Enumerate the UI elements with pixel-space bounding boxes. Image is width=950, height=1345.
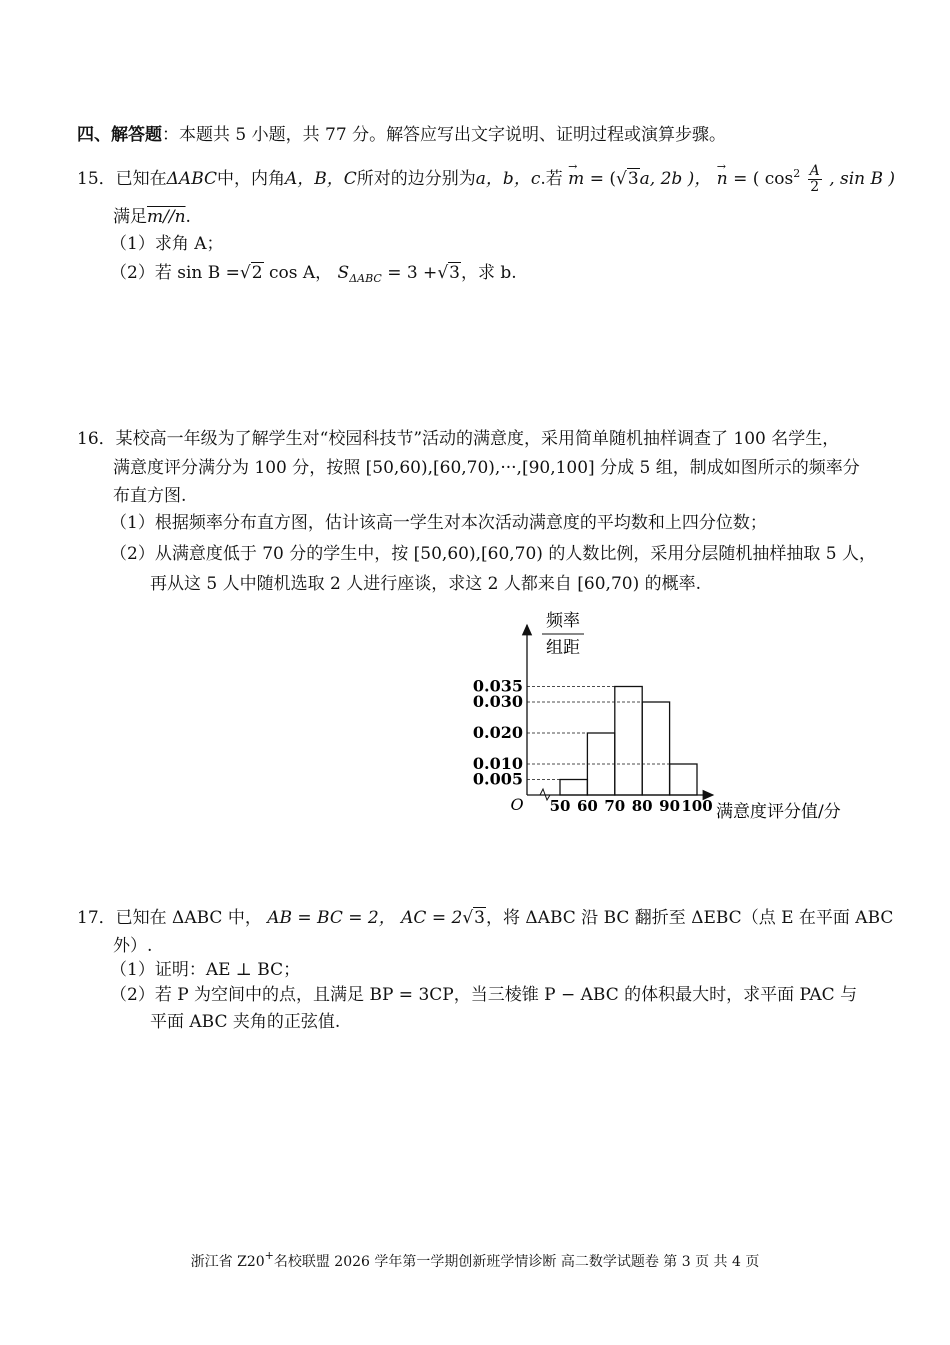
q15-text: （2）若 sin B = — [110, 263, 240, 283]
q15-line-1: 15．已知在ΔABC中，内角A，B，C所对的边分别为a，b，c.若 → m = (√3a, 2b )， → n = ( $\cos^2$ $\frac{A}{2}$ , sin B ) — [77, 163, 895, 195]
q15-number: 15． — [77, 169, 116, 189]
vector-n: → n — [717, 168, 728, 190]
x-tick-label: 60 — [576, 797, 598, 815]
q17-line-2: 外）. — [113, 936, 153, 956]
section-title: 四、解答题 — [77, 125, 162, 145]
histogram-bar — [560, 780, 587, 796]
footer-text: 浙江省 Z20 — [190, 1254, 265, 1270]
frequency-histogram — [470, 605, 890, 835]
vector-m-value: = ( — [589, 169, 616, 189]
q17-equation: AB = BC = 2， — [267, 908, 396, 928]
q17-equation: AC = 2 — [401, 908, 463, 928]
q16-line-3: 布直方图. — [113, 486, 187, 506]
footer-superscript: + — [264, 1249, 274, 1262]
area-subscript: ΔABC — [349, 272, 382, 285]
sqrt-3: 3 — [449, 263, 460, 283]
q15-text: 所对的边分别为 — [356, 169, 476, 189]
area-symbol: S — [337, 263, 350, 283]
page-footer — [0, 1249, 950, 1271]
fraction-a-over-2 — [808, 164, 822, 195]
q15-line-2 — [113, 206, 191, 228]
histogram-bar — [670, 764, 697, 795]
q15-text: cos A， — [268, 263, 333, 283]
q15-text: 已知在 — [115, 169, 167, 189]
q15-text: 中，内角 — [217, 169, 286, 189]
q17-part-2-cont: 平面 ABC 夹角的正弦值. — [150, 1012, 341, 1032]
q16-part-2: （2）从满意度低于 70 分的学生中，按 [50,60),[60,70) 的人数比例，采用分层随机抽样抽取 5 人， — [110, 544, 876, 564]
q17-line-1: 17．已知在 ΔABC 中， AB = BC = 2， AC = 2√3，将 ΔABC 沿 BC 翻折至 ΔEBC（点 E 在平面 ABC — [77, 908, 894, 928]
y-tick-label: 0.005 — [472, 769, 523, 789]
q15-part-1: （1）求角 A； — [110, 234, 224, 254]
superscript: 2 — [793, 167, 801, 180]
y-label-denominator: 组距 — [546, 638, 580, 658]
q16-line-2: 满意度评分满分为 100 分，按照 [50,60),[60,70),···,[90,100] 分成 5 组，制成如图所示的频率分 — [113, 458, 860, 478]
q15-angles: A，B，C — [285, 169, 357, 189]
vector-m-value: a, 2b )， — [639, 169, 712, 189]
histogram-bar — [615, 687, 642, 796]
q16-part-2-cont: 再从这 5 人中随机选取 2 人进行座谈，求这 2 人都来自 [60,70) 的概率. — [150, 574, 702, 594]
q16-part-1: （1）根据频率分布直方图，估计该高一学生对本次活动满意度的平均数和上四分位数； — [110, 513, 767, 533]
y-tick-label: 0.030 — [472, 692, 523, 711]
sqrt-2: 2 — [251, 263, 263, 283]
q15-text: = 3 + — [387, 263, 438, 283]
vector-n-tail: , sin B ) — [829, 169, 896, 189]
x-tick-label: 100 — [681, 797, 713, 815]
q17-part-2: （2）若 P 为空间中的点，且满足 BP = 3CP，当三棱锥 P − ABC 的体积最大时，求平面 PAC 与 — [110, 985, 858, 1005]
histogram-bar — [587, 733, 614, 795]
x-tick-label: 50 — [549, 797, 571, 815]
parallel-vectors: m//n — [147, 207, 186, 227]
y-label-numerator: 频率 — [546, 611, 580, 631]
q16-text: 某校高一年级为了解学生对“校园科技节”活动的满意度，采用简单随机抽样调查了 100 名学生， — [115, 429, 840, 449]
vector-m: → m — [568, 168, 584, 190]
q15-text: ，求 b. — [460, 263, 517, 283]
q15-text: . — [185, 207, 191, 227]
q16-number: 16． — [77, 429, 116, 449]
origin-label: O — [510, 795, 524, 814]
fraction-numerator: A — [809, 163, 820, 179]
x-axis-label: 满意度评分值/分 — [716, 802, 841, 822]
q16-line-1 — [77, 428, 839, 450]
q17-number: 17． — [77, 908, 116, 928]
sqrt-3: 3 — [474, 908, 485, 928]
footer-text: 名校联盟 2026 学年第一学期创新班学情诊断 高二数学试题卷 第 3 页 共 4 页 — [273, 1254, 760, 1270]
q15-part-2: （2）若 sin B =√2 cos A， $S_{\Delta ABC} = 3 +√3$，求 b. — [110, 263, 517, 285]
sqrt-3: 3 — [627, 169, 639, 189]
section-heading — [77, 124, 726, 146]
q17-part-1: （1）证明：AE ⊥ BC； — [110, 960, 301, 980]
q15-triangle: ΔABC — [166, 169, 218, 189]
q15-sides: a，b，c — [475, 169, 541, 189]
x-tick-label: 80 — [631, 797, 653, 815]
y-tick-label: 0.010 — [472, 754, 523, 773]
x-tick-label: 90 — [659, 797, 681, 815]
histogram-bar — [642, 702, 669, 795]
q17-text: 已知在 ΔABC 中， — [115, 908, 262, 928]
q15-text: 满足 — [113, 207, 147, 227]
q15-text: .若 — [540, 169, 563, 189]
vector-n-cos: = ( cos — [733, 169, 794, 189]
y-tick-label: 0.035 — [472, 676, 523, 696]
y-tick-label: 0.020 — [472, 723, 523, 742]
fraction-denominator: 2 — [810, 179, 820, 195]
section-description: ：本题共 5 小题，共 77 分。解答应写出文字说明、证明过程或演算步骤。 — [162, 125, 727, 145]
q17-text: ，将 ΔABC 沿 BC 翻折至 ΔEBC（点 E 在平面 ABC — [485, 908, 894, 928]
x-tick-label: 70 — [604, 797, 626, 815]
